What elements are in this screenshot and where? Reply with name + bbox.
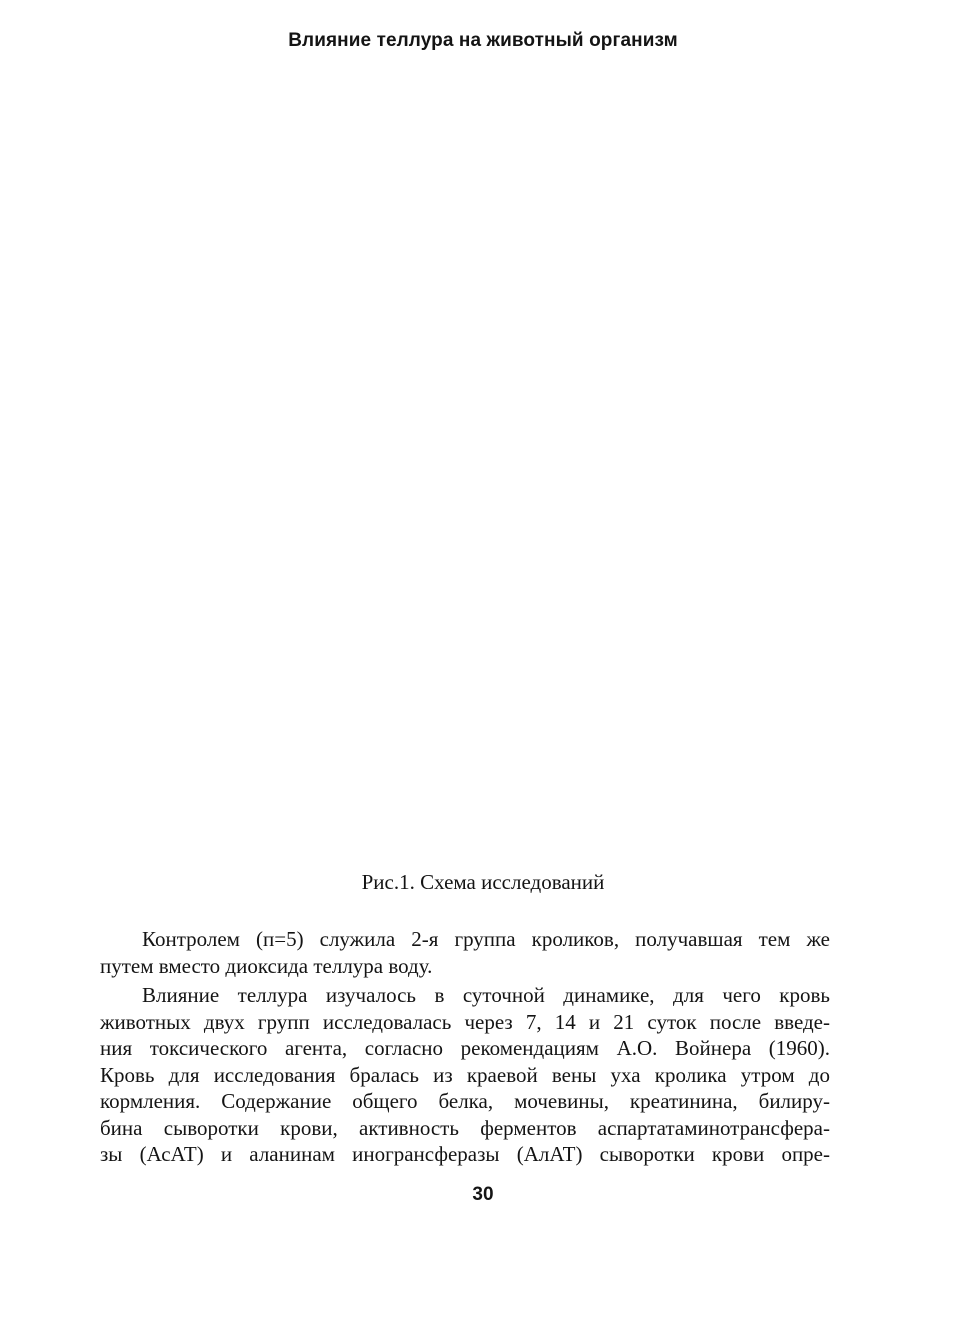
text-line: Контролем (п=5) служила 2-я группа кроликов, получавшая тем же xyxy=(142,927,830,951)
paragraph-2 xyxy=(100,982,830,1168)
text-line: ния токсического агента, согласно рекомендациям А.О. Войнера (1960). xyxy=(100,1036,830,1060)
text-line: Кровь для исследования бралась из краевой вены уха кролика утром до xyxy=(100,1062,830,1087)
figure-area xyxy=(100,80,830,860)
running-header: Влияние теллура на животный организм xyxy=(288,30,678,51)
text-line: бина сыворотки крови, активность ферментов аспартатаминотрансфера- xyxy=(100,1115,830,1140)
body-text xyxy=(100,926,830,1168)
text-line: зы (АсАТ) и аланинам иногрансферазы (АлАТ) сыворотки крови опре- xyxy=(100,1142,830,1166)
text-line: Влияние теллура изучалось в суточной динамике, для чего кровь xyxy=(142,983,830,1007)
page-number: 30 xyxy=(472,1184,494,1205)
text-line: кормления. Содержание общего белка, мочевины, креатинина, билиру- xyxy=(100,1089,830,1113)
text-line: животных двух групп исследовалась через 7, 14 и 21 суток после введе- xyxy=(100,1009,830,1034)
text-line: путем вместо диоксида теллура воду. xyxy=(100,953,433,978)
paragraph-1 xyxy=(100,926,830,979)
figure-caption: Рис.1. Схема исследований xyxy=(361,870,605,894)
